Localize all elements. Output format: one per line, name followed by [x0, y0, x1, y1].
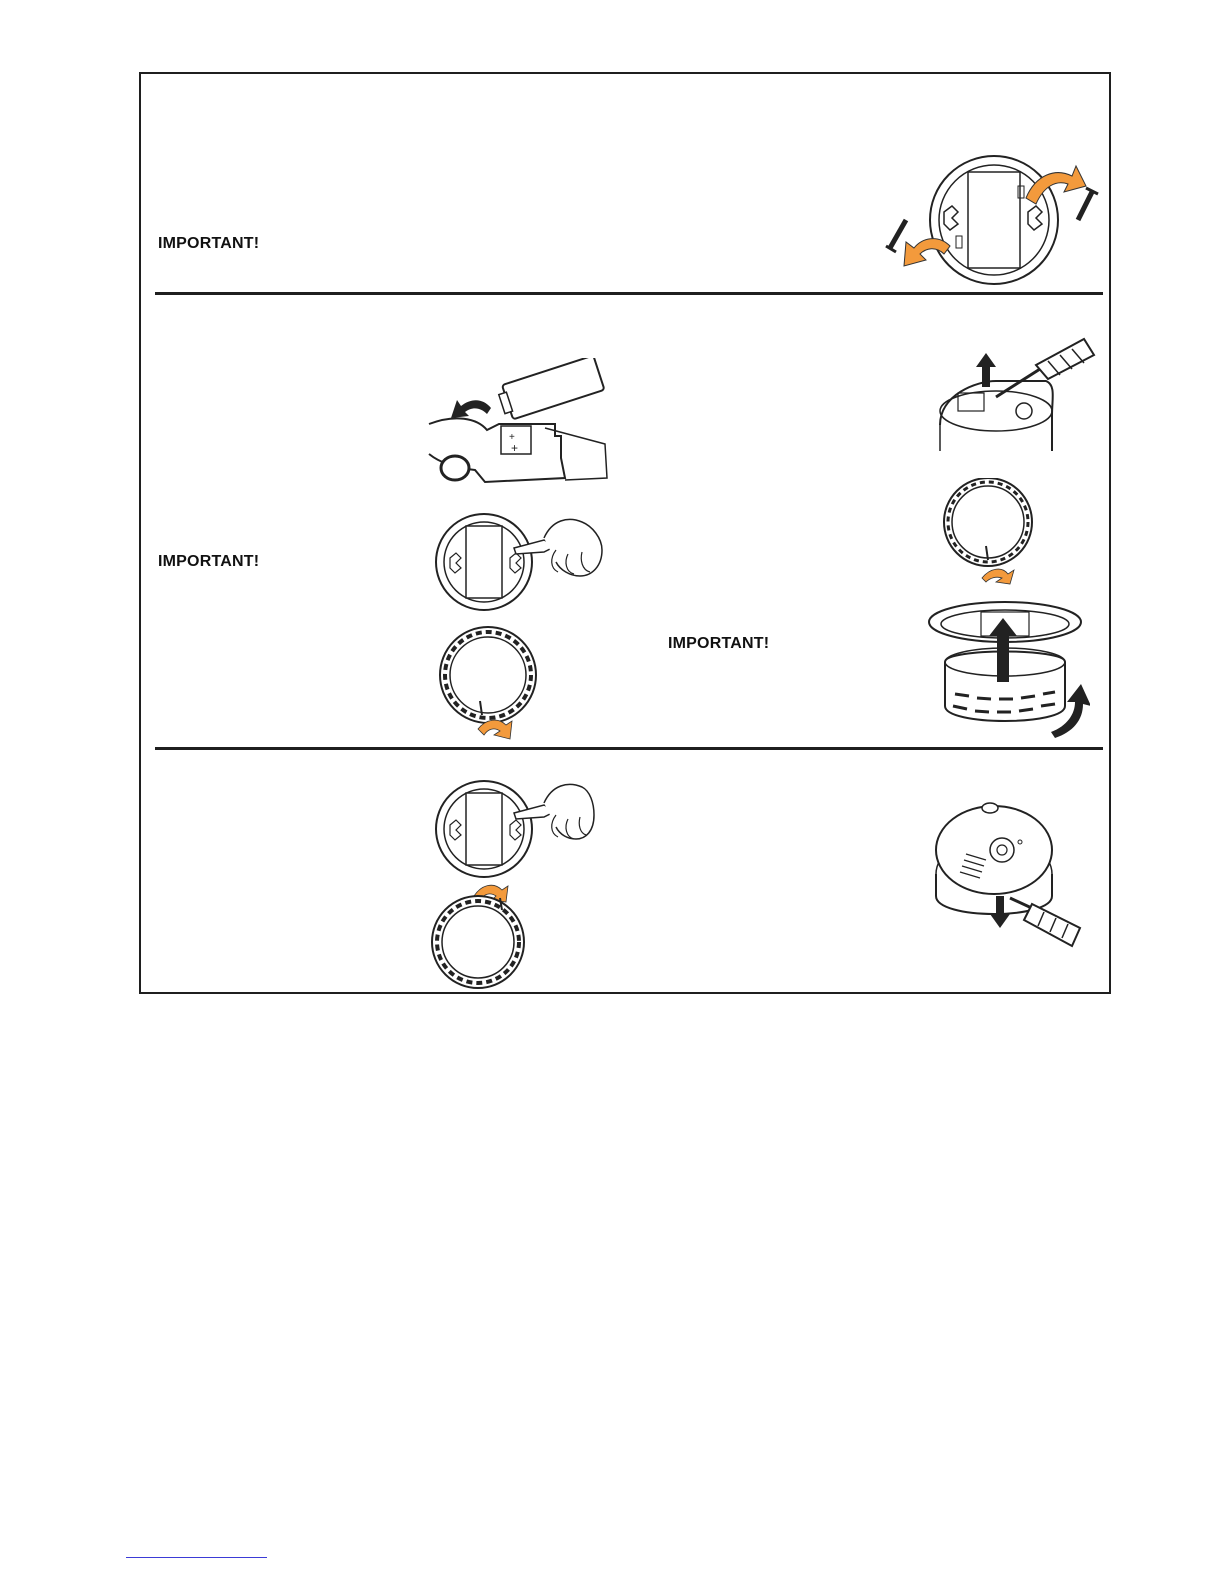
svg-text:+: +: [509, 432, 515, 443]
section-divider-2: [155, 747, 1103, 750]
footer-link-underline: [126, 1557, 267, 1558]
mounting-plate-pliers-figure-2: [432, 775, 597, 880]
detector-screwdriver-release-figure: [928, 800, 1088, 955]
screw-left-icon: [886, 220, 906, 252]
detector-attach-figure: [925, 598, 1090, 740]
screwdriver-icon: [996, 339, 1094, 397]
rotate-arrow-icon: [982, 569, 1014, 584]
important-label-3: IMPORTANT!: [668, 635, 770, 652]
important-label-1: IMPORTANT!: [158, 235, 260, 252]
mounting-plate-pliers-figure: [432, 510, 612, 615]
screw-right-icon: [1078, 188, 1098, 220]
screwdriver-lift-figure: [936, 335, 1098, 455]
rotate-arrow-left-icon: [904, 239, 950, 266]
battery-insert-figure: [425, 358, 615, 490]
section-divider-1: [155, 292, 1103, 295]
ring-rotate-figure-2: [428, 880, 532, 992]
svg-text:+: +: [511, 441, 519, 455]
ring-small-rotate-figure: [940, 478, 1040, 586]
insert-arrow-icon: [451, 400, 491, 418]
mounting-plate-screws-figure: [878, 150, 1113, 290]
important-label-2: IMPORTANT!: [158, 553, 260, 570]
ring-rotate-figure: [438, 625, 540, 743]
